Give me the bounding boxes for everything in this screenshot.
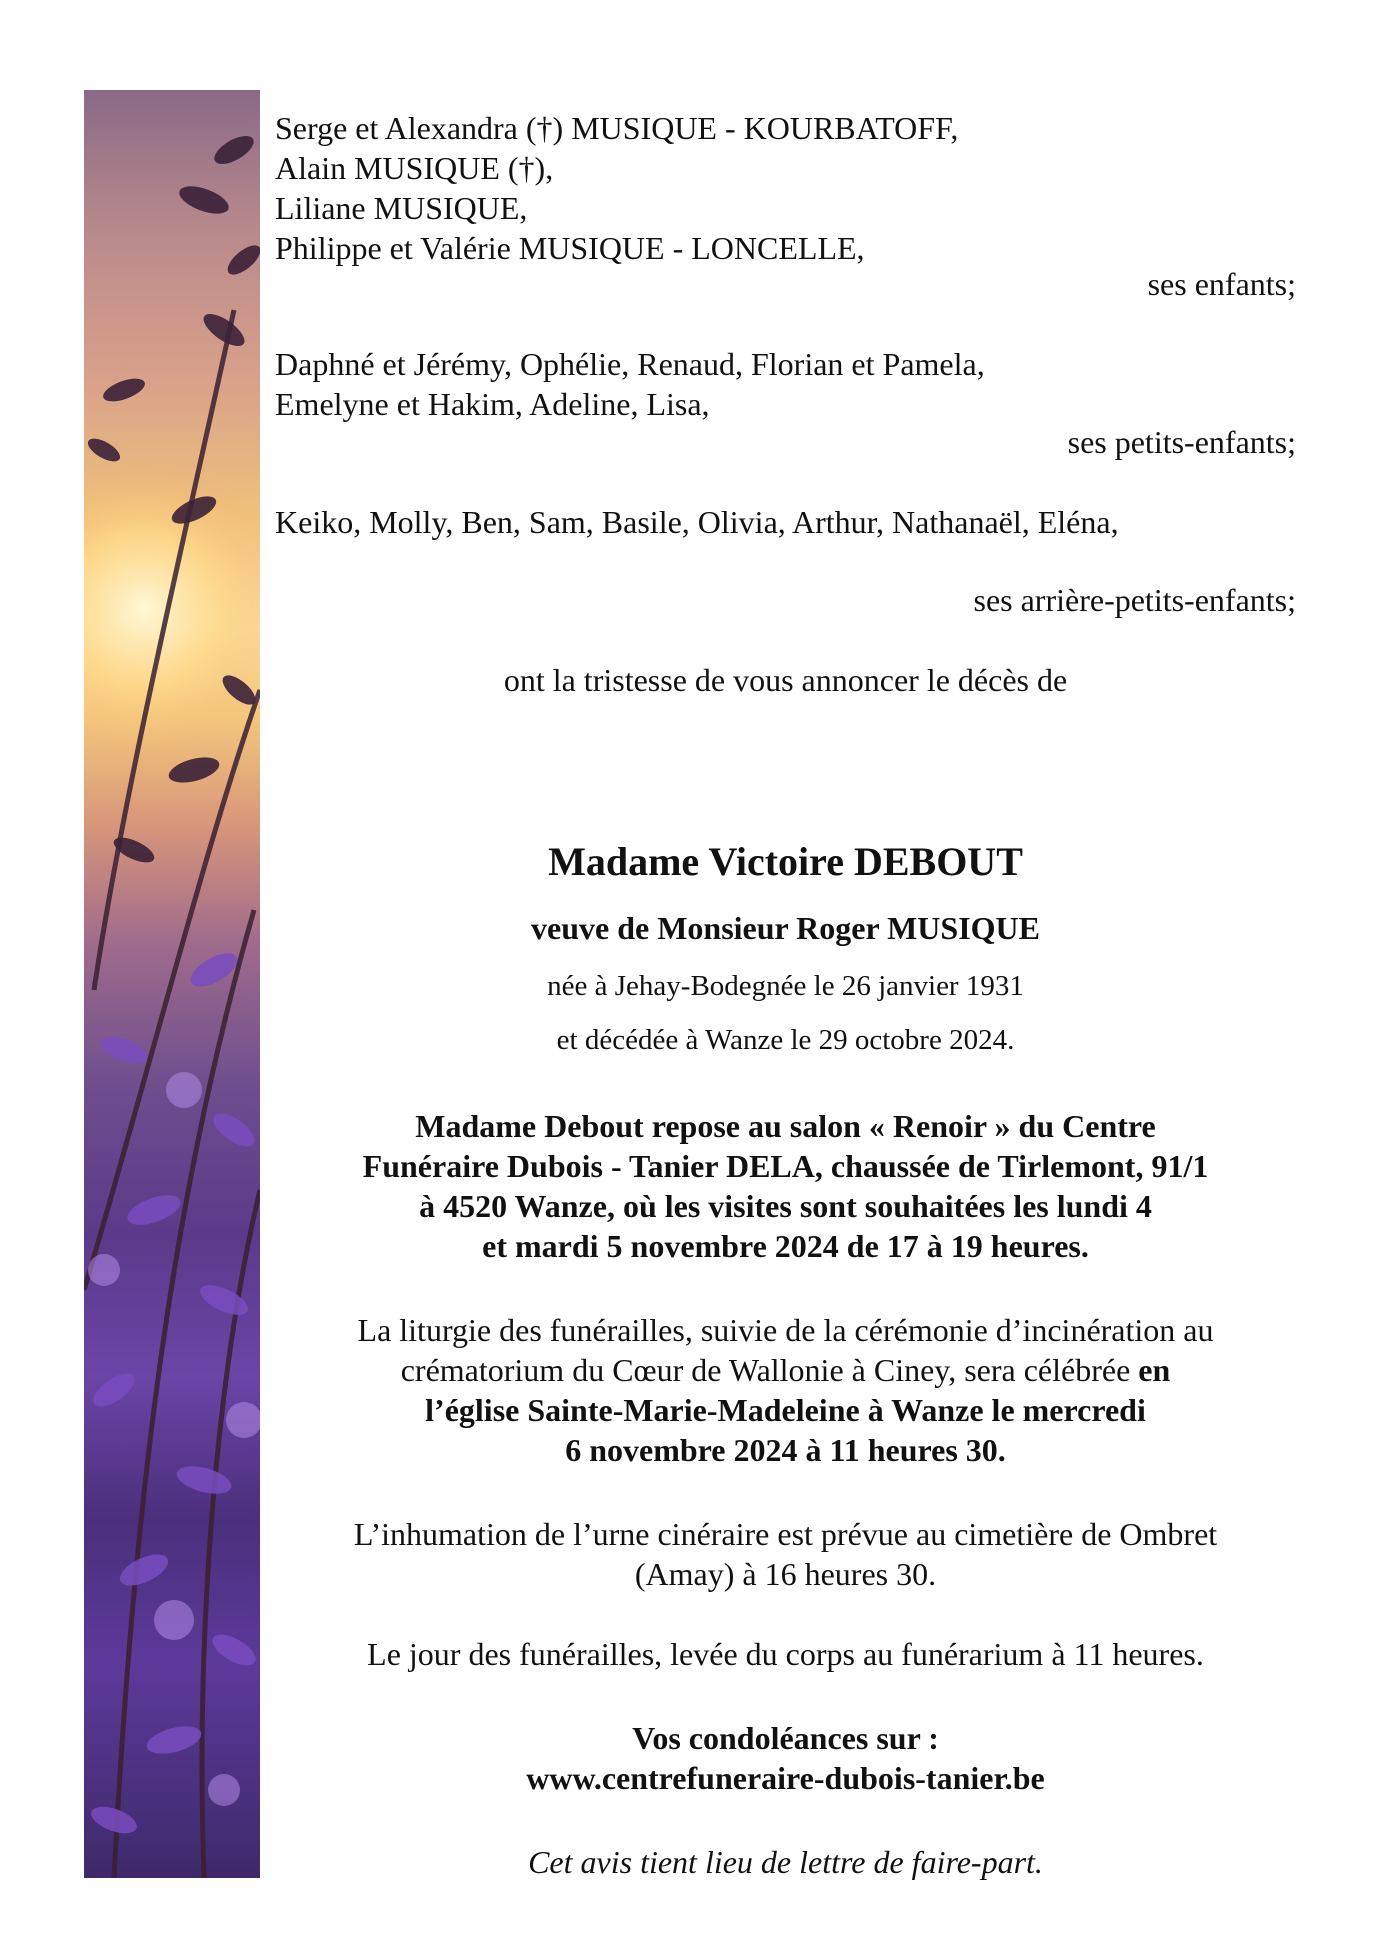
children-line: Alain MUSIQUE (†), [275,150,554,186]
children-line: Philippe et Valérie MUSIQUE - LONCELLE, [275,230,865,266]
visitation-line: à 4520 Wanze, où les visites sont souhaitées les lundi 4 [419,1188,1152,1224]
levee-line: Le jour des funérailles, levée du corps au funérarium à 11 heures. [367,1636,1204,1672]
grandchildren-line: Emelyne et Hakim, Adeline, Lisa, [275,386,710,422]
announcement-text: ont la tristesse de vous annoncer le décès de [503,662,1068,698]
deceased-name: Madame Victoire DEBOUT [548,839,1023,884]
liturgy-line: l’église Sainte-Marie-Madeleine à Wanze le mercredi [425,1392,1146,1428]
liturgy-paragraph [275,1310,1296,1470]
grandchildren-list [275,344,985,424]
burial-line: L’inhumation de l’urne cinéraire est prévue au cimetière de Ombret [353,1516,1218,1552]
burial-paragraph [275,1514,1296,1594]
liturgy-line [275,1350,1296,1390]
condolences-website-link[interactable]: www.centrefuneraire-dubois-tanier.be [526,1760,1045,1796]
lavender-flowers-image [84,90,260,1878]
grandchildren-label: ses petits-enfants; [1067,424,1296,460]
death-line: et décédée à Wanze le 29 octobre 2024. [556,1024,1015,1056]
grandchildren-line: Daphné et Jérémy, Ophélie, Renaud, Florian et Pamela, [275,346,985,382]
children-list [275,108,958,268]
burial-line: (Amay) à 16 heures 30. [634,1556,937,1592]
lavender-photo-strip [84,90,260,1878]
liturgy-line-text: crématorium du Cœur de Wallonie à Ciney, sera célébrée [400,1352,1139,1388]
condolences-label: Vos condoléances sur : [632,1720,939,1756]
birth-line: née à Jehay-Bodegnée le 26 janvier 1931 [547,970,1024,1002]
great-grandchildren-line: Keiko, Molly, Ben, Sam, Basile, Olivia, Arthur, Nathanaël, Eléna, [275,504,1119,540]
visitation-line: Funéraire Dubois - Tanier DELA, chaussée de Tirlemont, 91/1 [362,1148,1209,1184]
visitation-paragraph [275,1106,1296,1266]
children-line: Liliane MUSIQUE, [275,190,528,226]
children-label: ses enfants; [1147,266,1296,302]
great-grandchildren-label: ses arrière-petits-enfants; [973,582,1296,618]
visitation-line: et mardi 5 novembre 2024 de 17 à 19 heures. [482,1228,1089,1264]
widow-of-line: veuve de Monsieur Roger MUSIQUE [530,910,1040,946]
liturgy-line: 6 novembre 2024 à 11 heures 30. [565,1432,1006,1468]
liturgy-line-emphasis: en [1138,1352,1171,1388]
closing-note: Cet avis tient lieu de lettre de faire-part. [528,1844,1043,1880]
liturgy-line: La liturgie des funérailles, suivie de la cérémonie d’incinération au [357,1312,1214,1348]
visitation-line: Madame Debout repose au salon « Renoir » du Centre [415,1108,1156,1144]
children-line: Serge et Alexandra (†) MUSIQUE - KOURBATOFF, [275,110,959,146]
